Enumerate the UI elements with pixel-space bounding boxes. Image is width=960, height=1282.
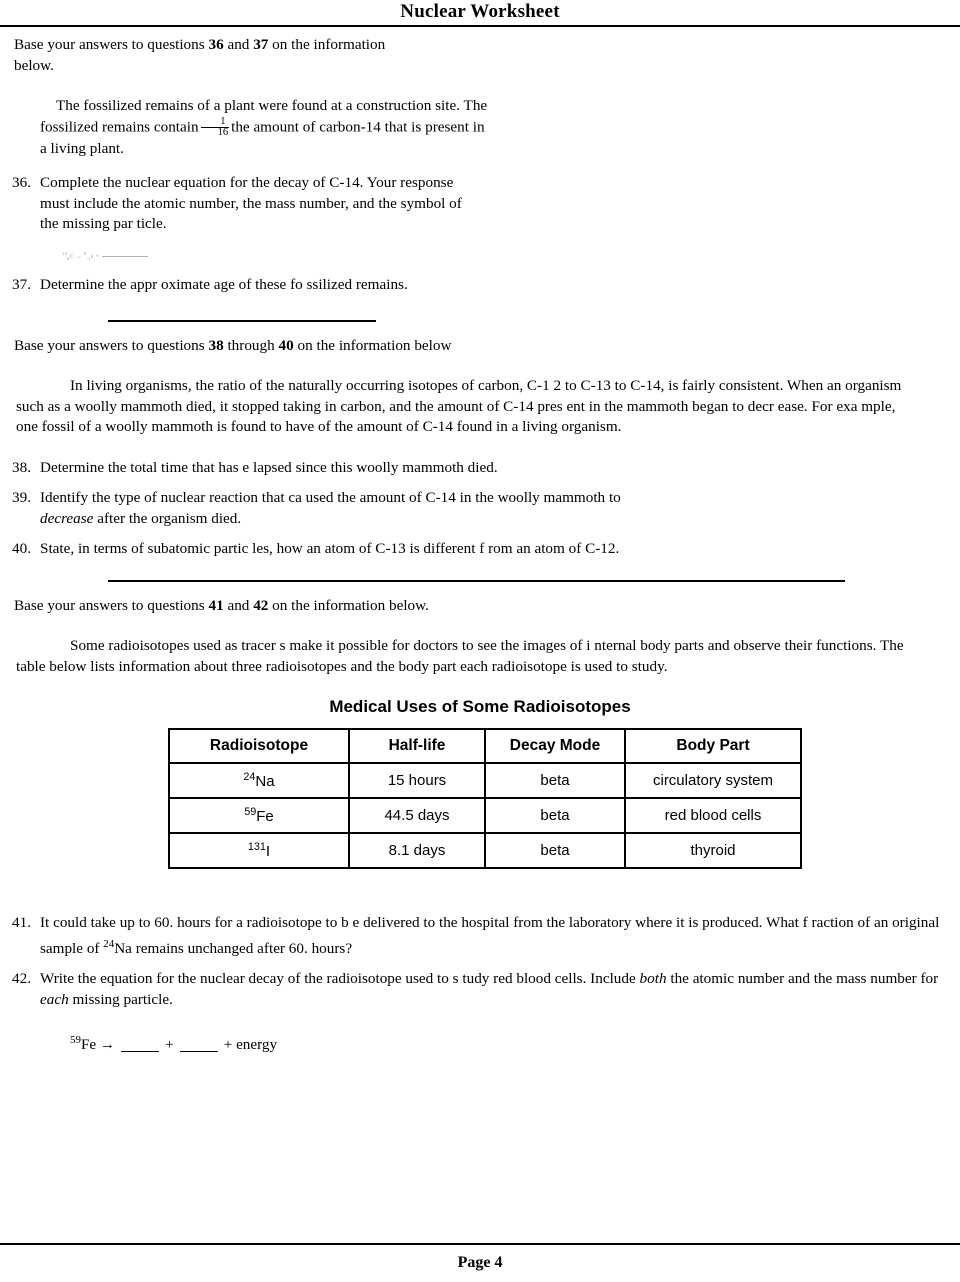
question-41-number: 41.: [12, 914, 31, 932]
product-atomic-number: -1: [86, 256, 91, 262]
section2-intro-mid: through: [227, 336, 275, 354]
question-37: [12, 275, 512, 296]
column-header-half-life: Half-life: [349, 729, 485, 763]
question-36: [12, 173, 482, 235]
section1-intro-tail: on the information: [272, 36, 386, 53]
question-40: [12, 539, 960, 560]
cell-body-part: circulatory system: [625, 763, 801, 798]
decay-blank-2[interactable]: [180, 1051, 218, 1052]
cell-half-life: 15 hours: [349, 763, 485, 798]
reactant-symbol: C: [69, 253, 74, 260]
section1-intro: [14, 35, 960, 76]
isotope-mass-number: 24: [103, 937, 115, 950]
section1-passage: [40, 96, 490, 159]
question-42-text-a: Write the equation for the nuclear decay of the radioisotope used to s tudy red blood cells. Include: [40, 970, 636, 988]
question-38: [12, 458, 960, 479]
cell-radioisotope: [169, 798, 349, 833]
question-37-text: Determine the appr oximate age of these fo ssilized remains.: [40, 276, 408, 294]
section2-passage: In living organisms, the ratio of the naturally occurring isotopes of carbon, C-1 2 to C-13 to C-14, is fairly consistent. When an organism such as a woolly mammoth died, it stopped taking in carbon, and the amount of C-14 pres ent in the mammoth began to decr ease. For exa mple, one fossil of a woolly mammoth is found to have of the amount of C-14 found in a living organism.: [16, 377, 902, 436]
section3-intro: [14, 596, 960, 617]
section2-question-a: 38: [208, 336, 224, 354]
question-42-text-b: the atomic number and the mass number for: [670, 970, 939, 988]
question-41-text-a: It could take up to 60. hours for a radioisotope to b e delivered to the hospital from the laboratory where it is produced. What f raction of an original sample of: [40, 914, 940, 957]
question-40-number: 40.: [12, 540, 31, 558]
reactant-symbol: Fe: [80, 1036, 97, 1054]
question-38-text: Determine the total time that has e lapsed since this woolly mammoth died.: [40, 458, 498, 476]
worksheet-page: [0, 3, 960, 1282]
section1-passage-part2: the amount of carbon-14 that is present in a living plant.: [40, 117, 485, 157]
table-row: [169, 798, 801, 833]
question-39-emphasis: decrease: [40, 509, 94, 527]
section3-intro-prefix: Base your answers to questions: [14, 596, 205, 614]
cell-body-part: red blood cells: [625, 798, 801, 833]
radioisotopes-table: [168, 728, 802, 869]
question-42: [12, 969, 946, 1010]
question-36-number: 36.: [12, 174, 31, 192]
equation-arrow-icon: →: [75, 253, 83, 260]
question-37-number: 37.: [12, 276, 31, 294]
decay-blank-1[interactable]: [121, 1051, 159, 1052]
section3-passage: Some radioisotopes used as tracer s make it possible for doctors to see the images of i nternal body parts and observe their functions. The table below lists information about three radioisotopes and the body part each radioisotope is used to study.: [16, 637, 904, 675]
question-39-text-b: after the organism died.: [97, 509, 242, 527]
product-symbol: e: [90, 253, 94, 260]
reactant-mass-number: 59: [70, 1034, 81, 1047]
column-header-radioisotope: Radioisotope: [169, 729, 349, 763]
question-36-equation: [62, 251, 960, 261]
footer-divider: [0, 1243, 960, 1245]
table-title: Medical Uses of Some Radioisotopes: [329, 697, 631, 717]
question-42-emphasis-each: each: [40, 990, 69, 1008]
reactant-mass-number: 14: [62, 250, 68, 256]
page-footer: [0, 1243, 960, 1272]
question-41-text: [40, 913, 946, 959]
cell-radioisotope: [169, 833, 349, 868]
product-mass-number: 0: [83, 250, 87, 256]
question-42-text-c: missing particle.: [72, 990, 173, 1008]
cell-decay-mode: beta: [485, 763, 625, 798]
fraction-numerator: 1: [201, 117, 230, 129]
equation-product: [83, 250, 94, 262]
cell-decay-mode: beta: [485, 798, 625, 833]
section2-intro-tail: on the information below: [297, 336, 452, 354]
question-39: [12, 488, 632, 529]
fraction-one-sixteenth: [201, 117, 230, 139]
reactant-atomic-number: 6: [67, 256, 70, 262]
cell-half-life: 44.5 days: [349, 798, 485, 833]
question-39-text-a: Identify the type of nuclear reaction that ca used the amount of C-14 in the woolly mammoth to: [40, 489, 621, 507]
isotope-mass-number: 59: [244, 806, 257, 819]
isotope-symbol: Na: [255, 773, 275, 791]
table-row: [169, 833, 801, 868]
column-header-body-part: Body Part: [625, 729, 801, 763]
column-header-decay-mode: Decay Mode: [485, 729, 625, 763]
isotope-symbol: Fe: [256, 808, 274, 826]
decay-plus-2: +: [223, 1036, 233, 1054]
section1-intro-mid: and: [227, 36, 250, 53]
section1-intro-prefix: Base your answers to questions: [14, 36, 205, 53]
isotope-symbol: Na: [114, 939, 132, 957]
equation-answer-blank[interactable]: [102, 256, 148, 257]
section2-intro: [14, 336, 960, 357]
page-title: Nuclear Worksheet: [400, 1, 560, 22]
page-number: Page 4: [457, 1254, 503, 1271]
question-41: [12, 913, 946, 959]
question-36-text: Complete the nuclear equation for the decay of C-14. Your response must include the atomic number, the mass number, and the symbol of the missing par ticle.: [40, 174, 462, 233]
equation-plus-sign: +: [95, 253, 100, 260]
cell-radioisotope: [169, 763, 349, 798]
page-header: [0, 3, 960, 27]
section1-intro-line2: below.: [14, 56, 54, 74]
question-42-text: [40, 969, 946, 1010]
question-42-number: 42.: [12, 970, 31, 988]
table-row: [169, 763, 801, 798]
isotope-mass-number: 24: [243, 771, 256, 784]
question-38-number: 38.: [12, 458, 31, 476]
section1-question-a: 36: [208, 36, 224, 53]
question-40-text: State, in terms of subatomic partic les, how an atom of C-13 is different f rom an atom of C-12.: [40, 540, 620, 558]
cell-half-life: 8.1 days: [349, 833, 485, 868]
isotope-mass-number: 131: [247, 841, 266, 854]
isotope-symbol: I: [265, 843, 271, 861]
question-42-equation: [70, 1030, 960, 1055]
decay-arrow-icon: →: [99, 1036, 116, 1054]
question-39-text: [40, 488, 632, 529]
section2-intro-prefix: Base your answers to questions: [14, 336, 205, 354]
section3-intro-mid: and: [227, 596, 250, 614]
table-header-row: [169, 729, 801, 763]
section3-question-a: 41: [208, 596, 224, 614]
section3-intro-tail: on the information below.: [272, 596, 429, 614]
question-42-emphasis-both: both: [639, 970, 667, 988]
question-39-number: 39.: [12, 489, 31, 507]
question-41-isotope: [103, 937, 132, 957]
section1-passage-part1: The fossilized remains of a plant were found at a construction site. The fossilized remains contain: [40, 97, 488, 135]
section3-question-b: 42: [253, 596, 269, 614]
section1-question-b: 37: [253, 36, 269, 53]
fraction-denominator: 16: [217, 127, 229, 139]
equation-reactant: [62, 250, 74, 262]
section2-question-b: 40: [278, 336, 294, 354]
decay-plus-1: +: [165, 1036, 174, 1054]
cell-decay-mode: beta: [485, 833, 625, 868]
decay-energy-label: energy: [236, 1036, 278, 1054]
decay-reactant: [70, 1036, 96, 1053]
cell-body-part: thyroid: [625, 833, 801, 868]
question-41-text-b: remains unchanged after 60. hours?: [135, 939, 353, 957]
